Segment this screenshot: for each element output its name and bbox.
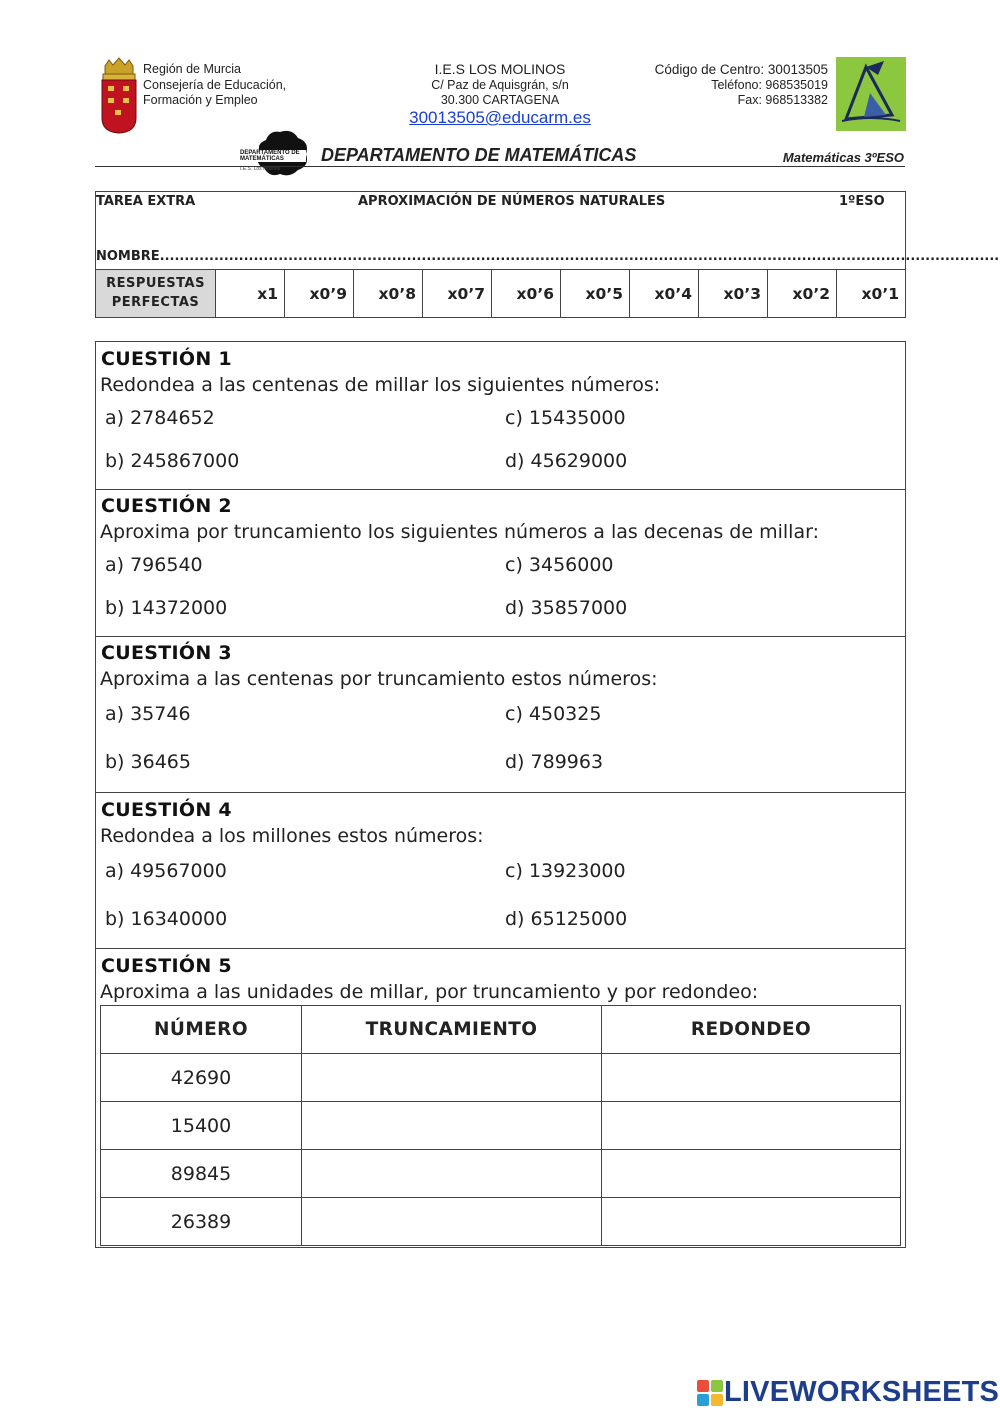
- table-row: [101, 1054, 901, 1102]
- question-title: CUESTIÓN 3: [101, 642, 232, 664]
- question-item: a) 2784652: [105, 407, 215, 429]
- table-header-row: [101, 1006, 901, 1054]
- question-text: Aproxima por truncamiento los siguientes números a las decenas de millar:: [100, 521, 819, 543]
- question-title: CUESTIÓN 2: [101, 495, 232, 517]
- number-cell: 42690: [101, 1054, 302, 1102]
- question-text: Aproxima a las centenas por truncamiento estos números:: [100, 668, 658, 690]
- dept-title: DEPARTAMENTO DE MATEMÁTICAS: [321, 145, 637, 165]
- rounding-answer-cell[interactable]: [602, 1150, 901, 1198]
- school-name: I.E.S LOS MOLINOS: [434, 61, 566, 77]
- dept-logo: [240, 128, 312, 178]
- score-multiplier: x0’5: [560, 270, 629, 317]
- task-grade: 1ºESO: [839, 194, 885, 209]
- school-address: C/ Paz de Aquisgrán, s/n: [431, 77, 569, 92]
- score-multiplier: x0’6: [491, 270, 560, 317]
- center-phone: Teléfono: 968535019: [711, 77, 828, 92]
- course-label: Matemáticas 3ºESO: [782, 150, 904, 165]
- table-row: [101, 1102, 901, 1150]
- score-label: [96, 270, 215, 317]
- table-row: [101, 1198, 901, 1246]
- number-cell: 15400: [101, 1102, 302, 1150]
- questions-box: [95, 341, 906, 1248]
- number-cell: 26389: [101, 1198, 302, 1246]
- column-header-rounding: REDONDEO: [602, 1006, 901, 1054]
- murcia-coat-of-arms: [99, 58, 139, 134]
- task-label: TAREA EXTRA: [96, 194, 196, 209]
- question-item: a) 49567000: [105, 860, 227, 882]
- center-fax: Fax: 968513382: [737, 93, 828, 107]
- rounding-answer-cell[interactable]: [602, 1054, 901, 1102]
- question-item: b) 36465: [105, 751, 191, 773]
- score-label-line2: PERFECTAS: [111, 295, 200, 310]
- question-item: b) 16340000: [105, 908, 228, 930]
- task-title: APROXIMACIÓN DE NÚMEROS NATURALES: [358, 194, 666, 209]
- truncation-answer-cell[interactable]: [302, 1102, 602, 1150]
- score-multiplier: x0’3: [698, 270, 767, 317]
- column-header-number: NÚMERO: [101, 1006, 302, 1054]
- region-line: Formación y Empleo: [143, 93, 258, 107]
- region-line: Región de Murcia: [143, 62, 241, 76]
- truncation-answer-cell[interactable]: [302, 1198, 602, 1246]
- question-item: b) 245867000: [105, 450, 240, 472]
- question-divider: [96, 948, 905, 949]
- question-text: Redondea a las centenas de millar los siguientes números:: [100, 374, 661, 396]
- liveworksheets-logo-icon: [697, 1380, 723, 1406]
- name-field[interactable]: NOMBRE..........................................................................................................................................................................: [96, 249, 1000, 264]
- question-item: b) 14372000: [105, 597, 228, 619]
- rounding-answer-cell[interactable]: [602, 1198, 901, 1246]
- rounding-answer-cell[interactable]: [602, 1102, 901, 1150]
- school-logo: [836, 57, 906, 131]
- question-divider: [96, 792, 905, 793]
- question-text: Aproxima a las unidades de millar, por truncamiento y por redondeo:: [100, 981, 759, 1003]
- truncation-answer-cell[interactable]: [302, 1054, 602, 1102]
- dept-logo-sub: I.E.S. Los Molinos: [240, 166, 281, 172]
- question-item: d) 789963: [505, 751, 604, 773]
- approximation-table: [100, 1005, 901, 1246]
- question-divider: [96, 636, 905, 637]
- header-rule: [95, 166, 905, 167]
- liveworksheets-brand: LIVEWORKSHEETS: [724, 1376, 1000, 1408]
- number-cell: 89845: [101, 1150, 302, 1198]
- score-label-line1: RESPUESTAS: [106, 276, 205, 291]
- school-city: 30.300 CARTAGENA: [440, 93, 560, 107]
- school-email-link[interactable]: 30013505@educarm.es: [409, 108, 591, 127]
- question-item: d) 65125000: [505, 908, 628, 930]
- question-item: c) 3456000: [505, 554, 614, 576]
- question-divider: [96, 489, 905, 490]
- question-item: a) 796540: [105, 554, 203, 576]
- score-multiplier: x0’7: [422, 270, 491, 317]
- task-box: [95, 191, 1000, 270]
- table-row: [101, 1150, 901, 1198]
- question-item: c) 450325: [505, 703, 602, 725]
- region-line: Consejería de Educación,: [143, 77, 287, 92]
- score-multiplier: x0’2: [767, 270, 836, 317]
- question-item: c) 13923000: [505, 860, 626, 882]
- score-multiplier: x0’1: [836, 270, 905, 317]
- center-code: Código de Centro: 30013505: [654, 62, 828, 77]
- dept-logo-text: DEPARTAMENTO DE MATEMÁTICAS: [240, 150, 306, 162]
- truncation-answer-cell[interactable]: [302, 1150, 602, 1198]
- question-item: a) 35746: [105, 703, 191, 725]
- question-title: CUESTIÓN 1: [101, 348, 232, 370]
- score-multiplier: x0’9: [284, 270, 353, 317]
- question-title: CUESTIÓN 5: [101, 955, 232, 977]
- question-item: d) 45629000: [505, 450, 628, 472]
- score-multiplier: x0’8: [353, 270, 422, 317]
- score-multiplier: x1: [215, 270, 284, 317]
- question-text: Redondea a los millones estos números:: [100, 825, 484, 847]
- question-title: CUESTIÓN 4: [101, 799, 232, 821]
- score-row: [95, 269, 906, 318]
- question-item: d) 35857000: [505, 597, 628, 619]
- score-multiplier: x0’4: [629, 270, 698, 317]
- column-header-truncation: TRUNCAMIENTO: [302, 1006, 602, 1054]
- question-item: c) 15435000: [505, 407, 626, 429]
